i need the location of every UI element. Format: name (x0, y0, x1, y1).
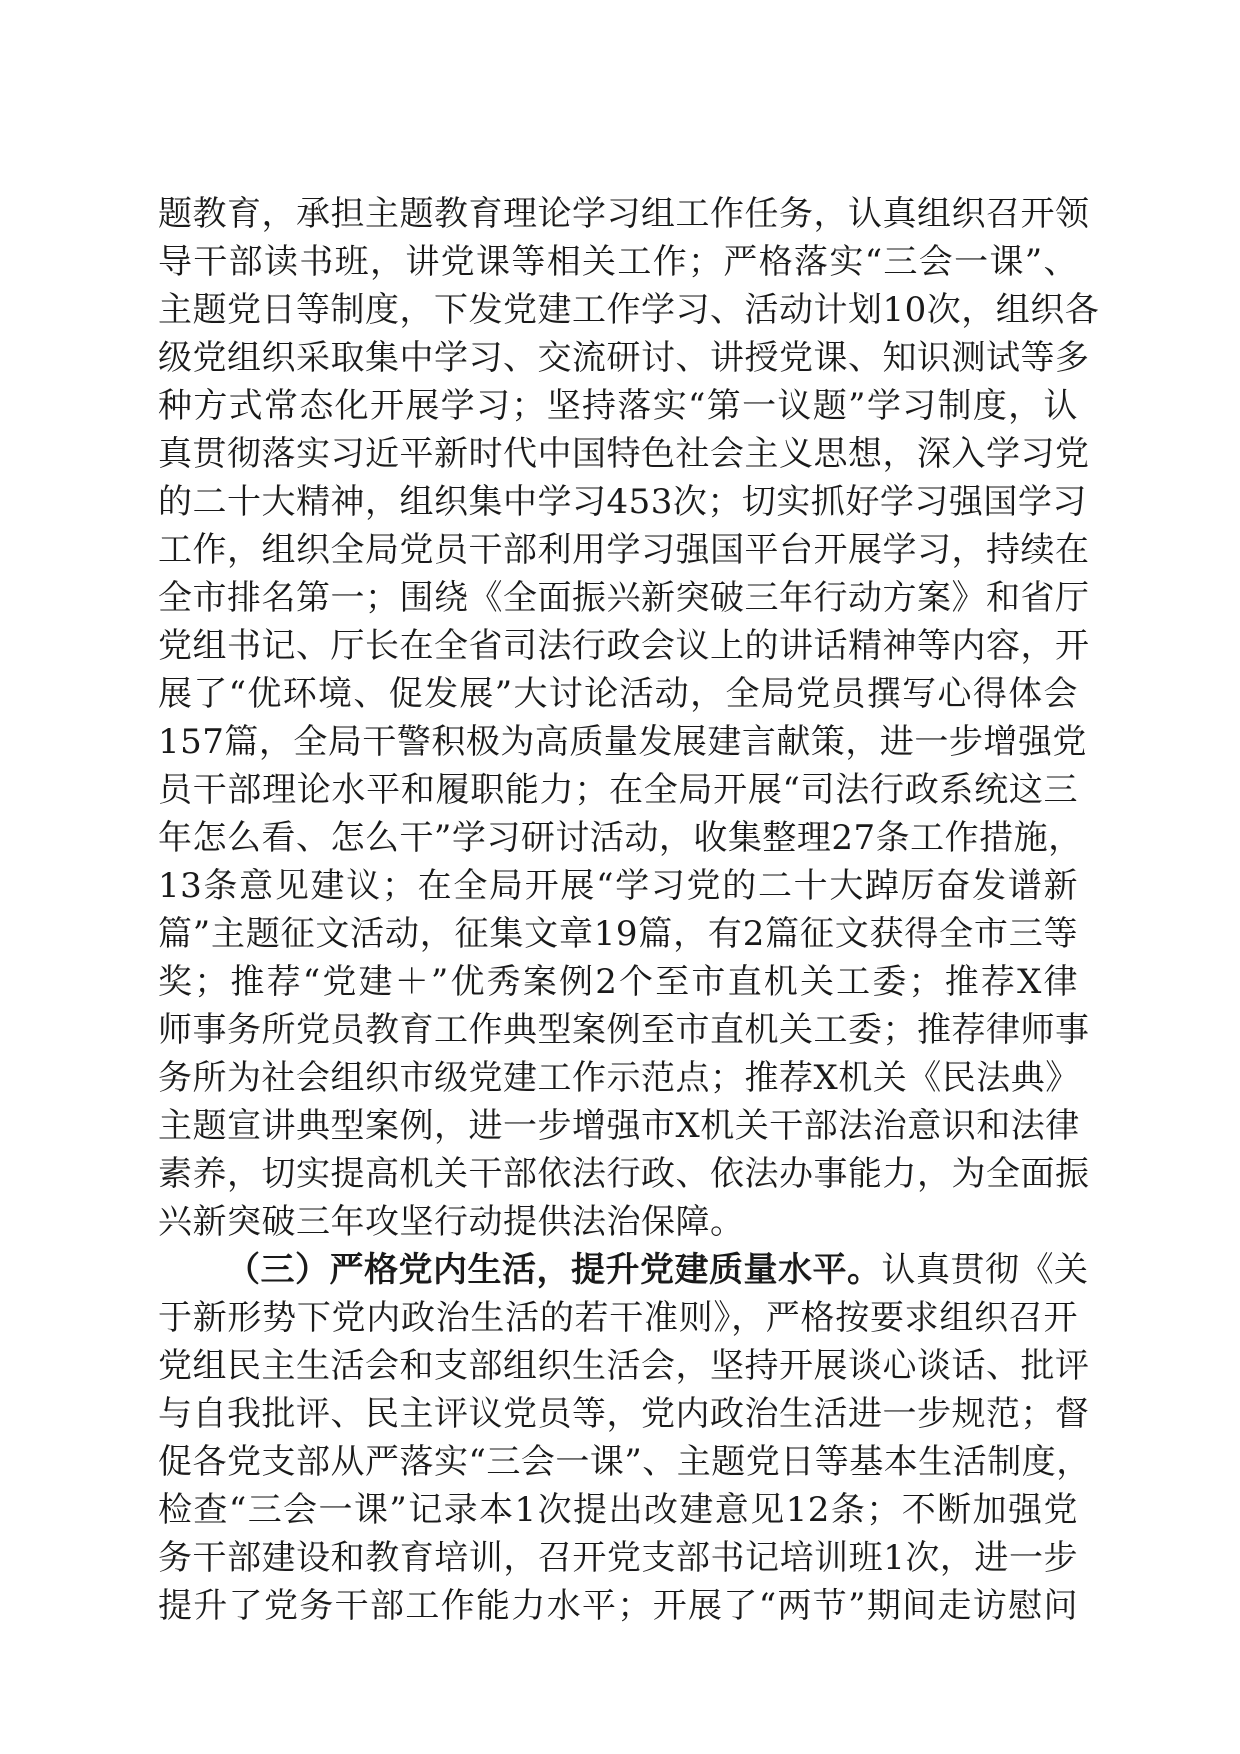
text-line: 员干部理论水平和履职能力；在全局开展“司法行政系统这三 (158, 770, 1078, 810)
section-heading-line (158, 1246, 1089, 1294)
text-line: 导干部读书班，讲党课等相关工作；严格落实“三会一课”、 (158, 242, 1078, 282)
text-line: 与自我批评、民主评议党员等，党内政治生活进一步规范；督 (158, 1394, 1090, 1434)
paragraph-study-work (158, 190, 1100, 1246)
text-line: 篇”主题征文活动，征集文章19篇，有2篇征文获得全市三等 (158, 914, 1078, 954)
text-line: 全市排名第一；围绕《全面振兴新突破三年行动方案》和省厅 (158, 578, 1090, 618)
text-line: 党组书记、厅长在全省司法行政会议上的讲话精神等内容，开 (158, 626, 1090, 666)
text-line: 展了“优环境、促发展”大讨论活动，全局党员撰写心得体会 (158, 674, 1078, 714)
text-line: 务干部建设和教育培训，召开党支部书记培训班1次，进一步 (158, 1538, 1078, 1578)
text-line: 检查“三会一课”记录本1次提出改建意见12条；不断加强党 (158, 1490, 1078, 1530)
paragraph-party-life (158, 1246, 1091, 1630)
text-line: 务所为社会组织市级党建工作示范点；推荐X机关《民法典》 (158, 1058, 1080, 1098)
text-line: 主题宣讲典型案例，进一步增强市X机关干部法治意识和法律 (158, 1106, 1080, 1146)
text-line: 的二十大精神，组织集中学习453次；切实抓好学习强国学习 (158, 482, 1087, 522)
text-line: 素养，切实提高机关干部依法行政、依法办事能力，为全面振 (158, 1154, 1090, 1194)
text-line: 工作，组织全局党员干部利用学习强国平台开展学习，持续在 (158, 530, 1090, 570)
text-line: 于新形势下党内政治生活的若干准则》，严格按要求组织召开 (158, 1298, 1078, 1338)
text-line: 年怎么看、怎么干”学习研讨活动，收集整理27条工作措施， (158, 818, 1083, 858)
text-line: 师事务所党员教育工作典型案例至市直机关工委；推荐律师事 (158, 1010, 1090, 1050)
text-line: 题教育，承担主题教育理论学习组工作任务，认真组织召开领 (158, 194, 1090, 234)
text-line: 主题党日等制度，下发党建工作学习、活动计划10次，组织各 (158, 290, 1100, 330)
text-line: 真贯彻落实习近平新时代中国特色社会主义思想，深入学习党 (158, 434, 1090, 474)
section-heading: （三）严格党内生活，提升党建质量水平。 (226, 1250, 882, 1290)
text-line: 提升了党务干部工作能力水平；开展了“两节”期间走访慰问 (158, 1586, 1078, 1626)
text-line: 促各党支部从严落实“三会一课”、主题党日等基本生活制度， (158, 1442, 1091, 1482)
text-line: 种方式常态化开展学习；坚持落实“第一议题”学习制度，认 (158, 386, 1078, 426)
text-line: 级党组织采取集中学习、交流研讨、讲授党课、知识测试等多 (158, 338, 1090, 378)
text-line: 157篇，全局干警积极为高质量发展建言献策，进一步增强党 (158, 722, 1087, 762)
document-body (158, 190, 1100, 1630)
text-line: 奖；推荐“党建＋”优秀案例2个至市直机关工委；推荐X律 (158, 962, 1078, 1002)
text-line: 13条意见建议；在全局开展“学习党的二十大踔厉奋发谱新 (158, 866, 1078, 906)
text-fragment: 认真贯彻《关 (881, 1250, 1089, 1290)
text-line: 党组民主生活会和支部组织生活会，坚持开展谈心谈话、批评 (158, 1346, 1090, 1386)
text-line: 兴新突破三年攻坚行动提供法治保障。 (158, 1202, 745, 1242)
